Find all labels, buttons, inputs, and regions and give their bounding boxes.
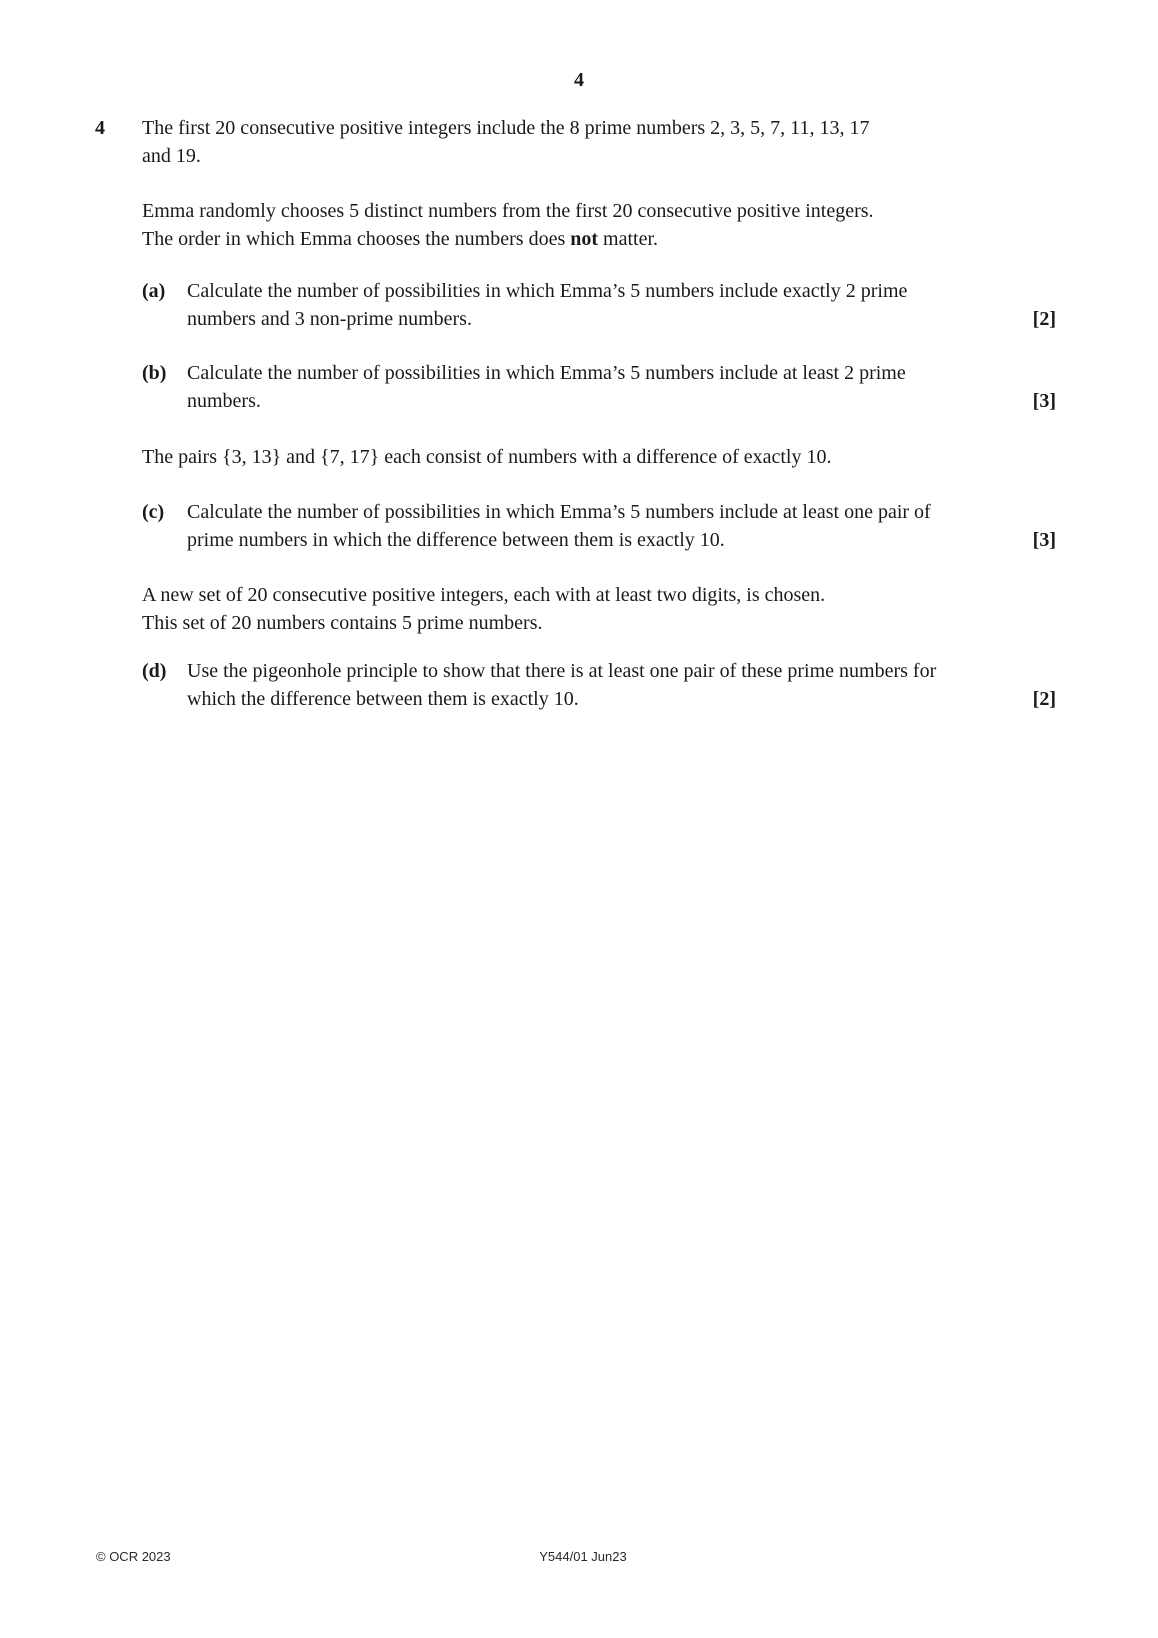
part-b-marks: [3] <box>1032 390 1056 412</box>
question-emma-paragraph: Emma randomly chooses 5 distinct numbers from the first 20 consecutive positive integers. The order in which Emma chooses the numbers does not matter. <box>142 200 874 250</box>
page-number: 4 <box>574 69 584 91</box>
part-d-label: (d) <box>142 660 167 682</box>
part-a-text: Calculate the number of possibilities in which Emma’s 5 numbers include exactly 2 prime numbers and 3 non-prime numbers. <box>187 280 908 330</box>
footer-copyright: © OCR 2023 <box>96 1549 171 1564</box>
part-c-text: Calculate the number of possibilities in which Emma’s 5 numbers include at least one pair of prime numbers in which the difference between them is exactly 10. <box>187 501 931 551</box>
question-part-c <box>142 498 1056 554</box>
part-c-marks: [3] <box>1032 529 1056 551</box>
question-part-b <box>142 359 1056 415</box>
footer-paper-code: Y544/01 Jun23 <box>539 1549 627 1564</box>
question-number: 4 <box>95 117 105 139</box>
newset-note-paragraph: A new set of 20 consecutive positive integers, each with at least two digits, is chosen. This set of 20 numbers contains 5 prime numbers. <box>142 584 826 634</box>
part-d-text: Use the pigeonhole principle to show that there is at least one pair of these prime numbers for which the difference between them is exactly 10. <box>187 660 937 710</box>
part-c-label: (c) <box>142 501 165 523</box>
question-part-d <box>142 657 1056 713</box>
part-b-label: (b) <box>142 362 167 384</box>
part-a-label: (a) <box>142 280 166 302</box>
part-b-text: Calculate the number of possibilities in which Emma’s 5 numbers include at least 2 prime numbers. <box>187 362 906 412</box>
part-d-marks: [2] <box>1032 688 1056 710</box>
part-a-marks: [2] <box>1032 308 1056 330</box>
question-part-a <box>142 277 1056 333</box>
question-intro-paragraph: The first 20 consecutive positive integers include the 8 prime numbers 2, 3, 5, 7, 11, 13, 17 and 19. <box>142 117 870 167</box>
pairs-note-paragraph: The pairs {3, 13} and {7, 17} each consist of numbers with a difference of exactly 10. <box>142 446 832 468</box>
